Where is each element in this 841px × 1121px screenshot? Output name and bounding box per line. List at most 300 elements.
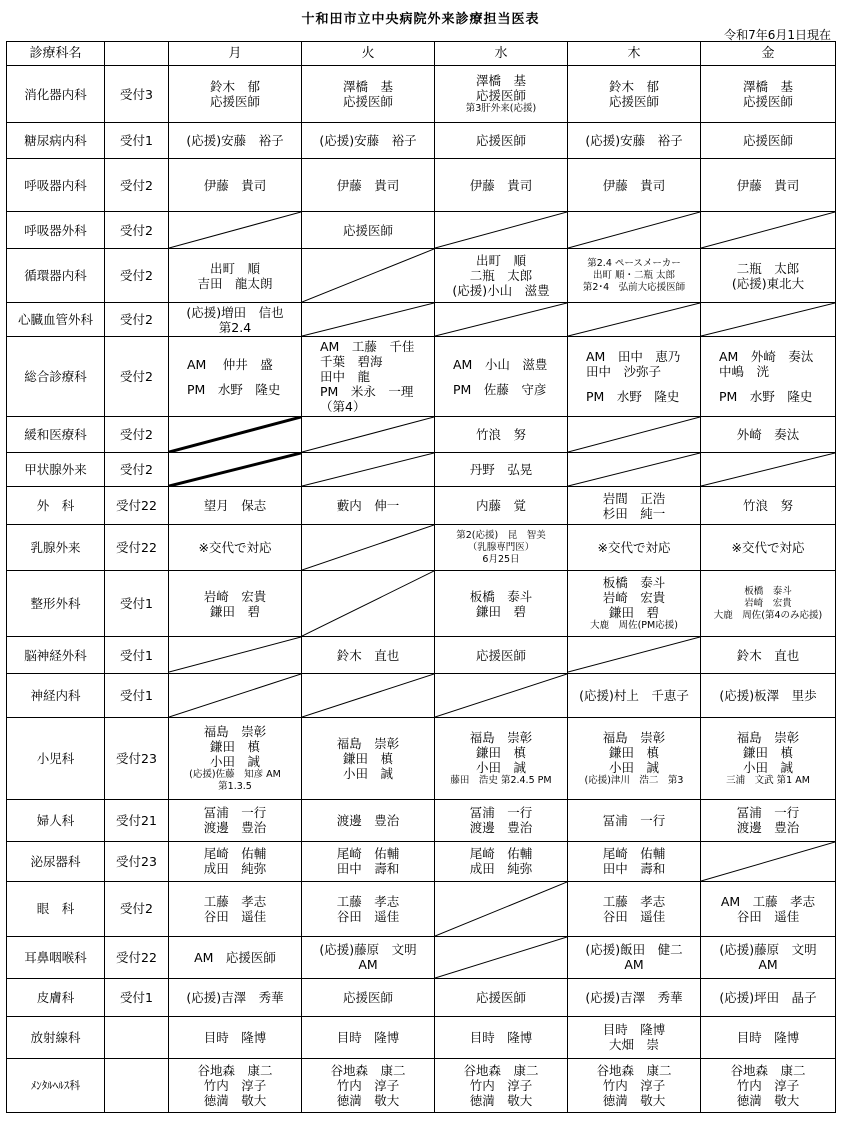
- table-row: [7, 123, 836, 159]
- doctor-line: 鎌田 碧: [209, 603, 260, 619]
- reception-number: 受付1: [105, 978, 169, 1016]
- reception-number: 受付21: [105, 799, 169, 841]
- reception-number: 受付2: [105, 337, 169, 417]
- doctor-cell-fri: [701, 159, 836, 212]
- doctor-line: 谷地森 康二: [463, 1062, 539, 1078]
- doctor-line: 目時 隆博: [203, 1029, 267, 1045]
- dept-name: 耳鼻咽喉科: [7, 936, 105, 978]
- doctor-cell-tue: [302, 123, 435, 159]
- doctor-line: （乳腺専門医）: [467, 541, 535, 553]
- doctor-line: 応援医師: [475, 989, 526, 1005]
- slash-line: [568, 303, 700, 336]
- doctor-line: 伊藤 貴司: [336, 177, 400, 193]
- doctor-cell-thu: [568, 936, 701, 978]
- doctor-cell-mon: [169, 571, 302, 637]
- no-clinic-cell-tue: [302, 303, 435, 337]
- doctor-cell-thu: [568, 978, 701, 1016]
- reception-number: 受付2: [105, 453, 169, 487]
- diagonal-slash: [568, 417, 700, 452]
- doctor-line: PM 米永 一理: [320, 384, 414, 400]
- doctor-cell-wed: [435, 417, 568, 453]
- doctor-cell-tue: [302, 881, 435, 936]
- doctor-line: 小田 誠: [742, 759, 793, 775]
- diagonal-slash: [169, 417, 301, 452]
- table-row: [7, 417, 836, 453]
- doctor-line: 第2(応援) 昆 智美: [456, 529, 546, 541]
- doctor-cell-thu: [568, 487, 701, 525]
- doctor-cell-thu: [568, 1016, 701, 1058]
- table-row: [7, 303, 836, 337]
- doctor-cell-mon: [169, 978, 302, 1016]
- reception-number: 受付2: [105, 159, 169, 212]
- doctor-line: 目時 隆博: [469, 1029, 533, 1045]
- doctor-line: 第2.4: [218, 319, 252, 335]
- doctor-line: 6月25日: [482, 553, 520, 565]
- doctor-cell-mon: [169, 717, 302, 799]
- table-row: [7, 673, 836, 717]
- doctor-cell-wed: [435, 487, 568, 525]
- diagonal-slash: [435, 882, 567, 936]
- doctor-line: 杉田 純一: [602, 505, 666, 521]
- doctor-line: （第4）: [320, 399, 366, 415]
- slash-line: [568, 453, 700, 486]
- header-tuesday: 火: [302, 42, 435, 66]
- diagonal-slash: [435, 937, 567, 978]
- doctor-cell-fri: [701, 717, 836, 799]
- no-clinic-cell-mon: [169, 453, 302, 487]
- doctor-line: 岩崎 宏貴: [203, 588, 267, 604]
- doctor-line: 冨浦 一行: [203, 805, 267, 821]
- diagonal-slash: [302, 674, 434, 717]
- diagonal-slash: [169, 674, 301, 717]
- doctor-line: 応援医師: [742, 94, 793, 110]
- header-row: [7, 42, 836, 66]
- slash-line: [302, 571, 434, 636]
- doctor-cell-mon: [169, 525, 302, 571]
- doctor-cell-wed: [435, 453, 568, 487]
- doctor-cell-fri: [701, 66, 836, 123]
- slash-line: [169, 212, 301, 248]
- no-clinic-cell-tue: [302, 453, 435, 487]
- doctor-cell-wed: [435, 525, 568, 571]
- doctor-cell-tue: [302, 159, 435, 212]
- doctor-cell-tue: [302, 936, 435, 978]
- no-clinic-cell-fri: [701, 212, 836, 249]
- doctor-line: 田中 沙弥子: [586, 364, 662, 380]
- reception-number: 受付2: [105, 417, 169, 453]
- diagonal-slash: [701, 453, 835, 486]
- no-clinic-cell-tue: [302, 417, 435, 453]
- doctor-line: 岩崎 宏貴: [602, 590, 666, 606]
- reception-number: [105, 1058, 169, 1112]
- reception-number: 受付2: [105, 249, 169, 303]
- doctor-line: 吉田 龍太朗: [197, 275, 273, 291]
- doctor-cell-thu: [568, 525, 701, 571]
- doctor-line: PM 佐藤 守彦: [453, 381, 547, 397]
- no-clinic-cell-tue: [302, 673, 435, 717]
- doctor-line: 谷田 遥佳: [203, 908, 267, 924]
- doctor-line: 応援医師: [475, 647, 526, 663]
- doctor-line: 小田 誠: [608, 759, 659, 775]
- doctor-line: 工藤 孝志: [602, 893, 666, 909]
- doctor-line: 板橋 泰斗: [602, 575, 666, 591]
- doctor-line: 小田 誠: [209, 753, 260, 769]
- doctor-line: ※交代で対応: [597, 540, 671, 556]
- reception-number: 受付23: [105, 717, 169, 799]
- doctor-line: 鎌田 槙: [608, 744, 659, 760]
- table-row: [7, 1058, 836, 1112]
- doctor-cell-tue: [302, 841, 435, 881]
- doctor-line: 谷田 遥佳: [602, 908, 666, 924]
- doctor-line: 谷田 遥佳: [736, 908, 800, 924]
- doctor-line: 伊藤 貴司: [469, 177, 533, 193]
- doctor-cell-mon: [169, 66, 302, 123]
- doctor-line: 冨浦 一行: [602, 812, 666, 828]
- dept-name: 消化器内科: [7, 66, 105, 123]
- diagonal-slash: [302, 249, 434, 302]
- doctor-cell-mon: [169, 841, 302, 881]
- doctor-line: 福島 崇彰: [602, 729, 666, 745]
- table-row: [7, 571, 836, 637]
- doctor-line: ※交代で対応: [731, 540, 805, 556]
- doctor-line: 目時 隆博: [602, 1022, 666, 1038]
- slash-line: [435, 882, 567, 936]
- doctor-line: 竹内 淳子: [336, 1077, 400, 1093]
- doctor-line: AM 応援医師: [194, 949, 276, 965]
- doctor-line: 冨浦 一行: [469, 805, 533, 821]
- doctor-cell-wed: [435, 571, 568, 637]
- doctor-cell-mon: [169, 487, 302, 525]
- doctor-cell-thu: [568, 123, 701, 159]
- doctor-cell-thu: [568, 717, 701, 799]
- reception-number: 受付22: [105, 525, 169, 571]
- slash-line: [568, 417, 700, 452]
- doctor-line: AM 外崎 奏汰: [719, 349, 814, 365]
- table-row: [7, 337, 836, 417]
- doctor-cell-tue: [302, 212, 435, 249]
- doctor-cell-thu: [568, 571, 701, 637]
- doctor-line: 成田 純弥: [203, 861, 267, 877]
- doctor-cell-wed: [435, 841, 568, 881]
- doctor-cell-tue: [302, 978, 435, 1016]
- doctor-line: 工藤 孝志: [203, 893, 267, 909]
- doctor-cell-tue: [302, 1058, 435, 1112]
- as-of-date: 令和7年6月1日現在: [724, 28, 831, 42]
- no-clinic-cell-fri: [701, 303, 836, 337]
- doctor-cell-fri: [701, 637, 836, 673]
- doctor-line: 尾崎 佑輔: [336, 846, 400, 862]
- diagonal-slash: [568, 453, 700, 486]
- doctor-line: 鎌田 槙: [475, 744, 526, 760]
- doctor-line: 伊藤 貴司: [602, 177, 666, 193]
- doctor-line: 渡邊 豊治: [736, 820, 800, 836]
- doctor-line: 竹内 淳子: [469, 1077, 533, 1093]
- no-clinic-cell-thu: [568, 303, 701, 337]
- doctor-cell-fri: [701, 249, 836, 303]
- table-row: [7, 453, 836, 487]
- diagonal-slash: [302, 417, 434, 452]
- diagonal-slash: [701, 303, 835, 336]
- doctor-line: 伊藤 貴司: [203, 177, 267, 193]
- doctor-line: 藪内 伸一: [336, 498, 400, 514]
- slash-line: [302, 303, 434, 336]
- doctor-line: 小田 誠: [342, 765, 393, 781]
- table-row: [7, 525, 836, 571]
- no-clinic-cell-tue: [302, 571, 435, 637]
- doctor-line: 福島 崇彰: [336, 735, 400, 751]
- doctor-line: (応援)東北大: [731, 275, 805, 291]
- doctor-line: PM 水野 隆史: [187, 381, 281, 397]
- doctor-line: AM: [758, 957, 778, 973]
- doctor-line: 目時 隆博: [336, 1029, 400, 1045]
- doctor-line: 尾崎 佑輔: [469, 846, 533, 862]
- doctor-line: 谷地森 康二: [596, 1062, 672, 1078]
- no-clinic-cell-wed: [435, 936, 568, 978]
- doctor-cell-fri: [701, 673, 836, 717]
- doctor-cell-wed: [435, 978, 568, 1016]
- doctor-cell-fri: [701, 417, 836, 453]
- doctor-line: 応援医師: [342, 94, 393, 110]
- doctor-line: (応援)藤原 文明: [719, 942, 817, 958]
- dept-name: 整形外科: [7, 571, 105, 637]
- doctor-cell-fri: [701, 571, 836, 637]
- table-row: [7, 717, 836, 799]
- doctor-line: (応援)佐藤 知彦 AM: [189, 768, 281, 780]
- doctor-line: (応援)吉澤 秀華: [186, 989, 284, 1005]
- doctor-cell-fri: [701, 337, 836, 417]
- slash-line: [169, 674, 301, 717]
- no-clinic-cell-mon: [169, 637, 302, 673]
- doctor-line: 鈴木 郁: [608, 79, 659, 95]
- doctor-cell-wed: [435, 337, 568, 417]
- slash-line: [302, 453, 434, 486]
- dept-name: 緩和医療科: [7, 417, 105, 453]
- doctor-line: AM 田中 恵乃: [586, 349, 681, 365]
- doctor-line: 冨浦 一行: [736, 805, 800, 821]
- doctor-line: AM 工藤 千佳: [320, 339, 415, 355]
- doctor-cell-tue: [302, 1016, 435, 1058]
- table-row: [7, 487, 836, 525]
- doctor-line: 徳満 敬大: [469, 1092, 533, 1108]
- reception-number: 受付2: [105, 303, 169, 337]
- doctor-line: AM: [624, 957, 644, 973]
- doctor-cell-mon: [169, 337, 302, 417]
- diagonal-slash: [302, 571, 434, 636]
- doctor-cell-thu: [568, 799, 701, 841]
- doctor-line: 伊藤 貴司: [736, 177, 800, 193]
- diagonal-slash: [435, 212, 567, 248]
- no-clinic-cell-thu: [568, 637, 701, 673]
- doctor-line: 福島 崇彰: [203, 723, 267, 739]
- doctor-line: 岩間 正浩: [602, 490, 666, 506]
- doctor-cell-thu: [568, 159, 701, 212]
- doctor-line: 田中 龍: [320, 369, 371, 385]
- doctor-line: (応援)飯田 健二: [585, 942, 683, 958]
- dept-name: 甲状腺外来: [7, 453, 105, 487]
- doctor-cell-fri: [701, 525, 836, 571]
- table-row: [7, 936, 836, 978]
- doctor-line: (応援)坪田 晶子: [719, 989, 817, 1005]
- doctor-line: (応援)板澤 里歩: [719, 687, 817, 703]
- table-row: [7, 1016, 836, 1058]
- doctor-line: 澤橋 基: [742, 79, 793, 95]
- table-row: [7, 249, 836, 303]
- doctor-line: 鎌田 碧: [475, 603, 526, 619]
- doctor-line: 鈴木 直也: [336, 647, 400, 663]
- doctor-line: 田中 壽和: [336, 861, 400, 877]
- dept-name: 呼吸器内科: [7, 159, 105, 212]
- doctor-line: 渡邊 豊治: [469, 820, 533, 836]
- doctor-line: 出町 順: [475, 253, 526, 269]
- doctor-line: 竹内 淳子: [736, 1077, 800, 1093]
- doctor-cell-wed: [435, 1058, 568, 1112]
- slash-line: [302, 249, 434, 302]
- doctor-line: 徳満 敬大: [736, 1092, 800, 1108]
- no-clinic-cell-mon: [169, 673, 302, 717]
- reception-number: 受付1: [105, 673, 169, 717]
- doctor-cell-fri: [701, 799, 836, 841]
- reception-number: 受付1: [105, 637, 169, 673]
- doctor-line: (応援)安藤 裕子: [585, 133, 683, 149]
- doctor-cell-wed: [435, 249, 568, 303]
- doctor-cell-tue: [302, 337, 435, 417]
- doctor-line: 谷地森 康二: [330, 1062, 406, 1078]
- no-clinic-cell-tue: [302, 525, 435, 571]
- doctor-cell-wed: [435, 637, 568, 673]
- doctor-cell-tue: [302, 487, 435, 525]
- reception-number: 受付22: [105, 936, 169, 978]
- doctor-line: 大鹿 周佐(第4のみ応援): [713, 609, 823, 621]
- no-clinic-cell-mon: [169, 417, 302, 453]
- table-row: [7, 841, 836, 881]
- diagonal-slash: [302, 303, 434, 336]
- doctor-line: 渡邊 豊治: [203, 820, 267, 836]
- no-clinic-cell-thu: [568, 453, 701, 487]
- doctor-line: 鎌田 碧: [608, 605, 659, 621]
- header-monday: 月: [169, 42, 302, 66]
- dept-name: 泌尿器科: [7, 841, 105, 881]
- table-row: [7, 799, 836, 841]
- slash-line: [435, 212, 567, 248]
- doctor-cell-thu: [568, 881, 701, 936]
- doctor-line: ※交代で対応: [198, 540, 272, 556]
- doctor-line: 第1.3.5: [218, 780, 252, 792]
- table-row: [7, 881, 836, 936]
- doctor-cell-mon: [169, 936, 302, 978]
- doctor-cell-tue: [302, 637, 435, 673]
- doctor-line: (応援)小山 滋豊: [452, 283, 550, 299]
- diagonal-slash: [701, 212, 835, 248]
- diagonal-slash: [169, 453, 301, 486]
- slash-line: [701, 453, 835, 486]
- doctor-line: (応援)津川 浩二 第3: [584, 774, 684, 786]
- diagonal-slash: [169, 212, 301, 248]
- no-clinic-cell-fri: [701, 453, 836, 487]
- diagonal-slash: [568, 212, 700, 248]
- slash-line: [701, 303, 835, 336]
- no-clinic-cell-thu: [568, 417, 701, 453]
- doctor-line: 小田 誠: [475, 759, 526, 775]
- doctor-schedule-table: [6, 41, 836, 1113]
- doctor-line: 応援医師: [475, 133, 526, 149]
- dept-name: 糖尿病内科: [7, 123, 105, 159]
- doctor-line: 丹野 弘晃: [469, 462, 533, 478]
- doctor-line: 尾崎 佑輔: [602, 846, 666, 862]
- dept-name: 乳腺外来: [7, 525, 105, 571]
- reception-number: [105, 1016, 169, 1058]
- doctor-line: 徳満 敬大: [203, 1092, 267, 1108]
- diagonal-slash: [701, 842, 835, 881]
- doctor-cell-mon: [169, 249, 302, 303]
- doctor-line: 岩崎 宏貴: [744, 597, 792, 609]
- doctor-line: 内藤 覚: [475, 498, 526, 514]
- doctor-line: 出町 順: [209, 260, 260, 276]
- slash-line: [568, 637, 700, 672]
- doctor-line: 藤田 浩史 第2.4.5 PM: [450, 774, 552, 786]
- doctor-line: 板橋 泰斗: [744, 585, 792, 597]
- doctor-cell-fri: [701, 881, 836, 936]
- document-title: 十和田市立中央病院外来診療担当医表: [301, 12, 540, 27]
- dept-name: 皮膚科: [7, 978, 105, 1016]
- dept-name: 神経内科: [7, 673, 105, 717]
- diagonal-slash: [302, 525, 434, 570]
- doctor-line: 竹浪 努: [742, 498, 793, 514]
- doctor-cell-mon: [169, 881, 302, 936]
- diagonal-slash: [435, 303, 567, 336]
- doctor-line: 尾崎 佑輔: [203, 846, 267, 862]
- diagonal-slash: [568, 637, 700, 672]
- dept-name: 婦人科: [7, 799, 105, 841]
- doctor-cell-thu: [568, 66, 701, 123]
- doctor-line: 第2･4 弘前大応援医師: [582, 281, 686, 293]
- diagonal-slash: [169, 637, 301, 672]
- doctor-cell-fri: [701, 1058, 836, 1112]
- doctor-line: 鈴木 直也: [736, 647, 800, 663]
- dept-name: 脳神経外科: [7, 637, 105, 673]
- doctor-line: 応援医師: [742, 133, 793, 149]
- doctor-line: 澤橋 基: [342, 79, 393, 95]
- doctor-cell-fri: [701, 936, 836, 978]
- doctor-cell-tue: [302, 66, 435, 123]
- doctor-line: 谷地森 康二: [197, 1062, 273, 1078]
- doctor-line: 中嶋 洸: [719, 364, 770, 380]
- slash-line: [169, 637, 301, 672]
- doctor-cell-thu: [568, 841, 701, 881]
- dept-name: 放射線科: [7, 1016, 105, 1058]
- table-row: [7, 978, 836, 1016]
- doctor-cell-tue: [302, 799, 435, 841]
- reception-number: 受付1: [105, 123, 169, 159]
- reception-number: 受付22: [105, 487, 169, 525]
- dept-name: 呼吸器外科: [7, 212, 105, 249]
- doctor-line: 鈴木 郁: [209, 79, 260, 95]
- doctor-cell-thu: [568, 249, 701, 303]
- doctor-line: 外崎 奏汰: [736, 427, 800, 443]
- doctor-cell-mon: [169, 123, 302, 159]
- doctor-line: 応援医師: [342, 222, 393, 238]
- doctor-line: 竹内 淳子: [602, 1077, 666, 1093]
- doctor-cell-tue: [302, 717, 435, 799]
- doctor-line: AM 小山 滋豊: [453, 356, 548, 372]
- slash-line: [701, 212, 835, 248]
- doctor-cell-mon: [169, 159, 302, 212]
- doctor-line: 応援医師: [342, 989, 393, 1005]
- table-row: [7, 637, 836, 673]
- doctor-line: 千葉 碧海: [320, 354, 383, 370]
- reception-number: 受付1: [105, 571, 169, 637]
- header-reception: [105, 42, 169, 66]
- reception-number: 受付3: [105, 66, 169, 123]
